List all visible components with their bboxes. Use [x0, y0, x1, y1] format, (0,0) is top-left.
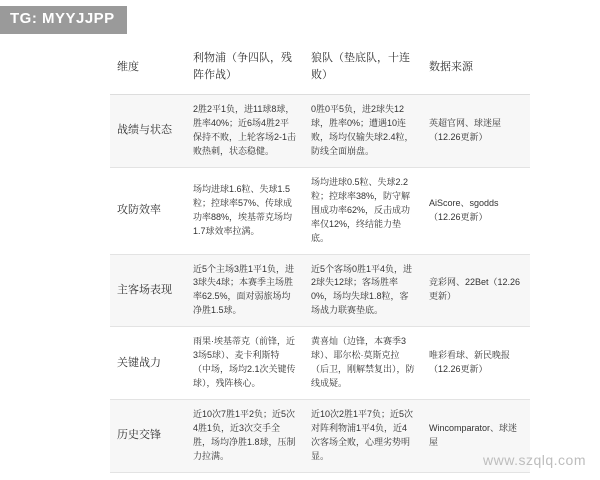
row-dimension: 历史交锋: [110, 400, 186, 473]
table-row: [110, 327, 530, 400]
row-home-value: 近5个主场3胜1平1负，进3球失4球；本赛季主场胜率62.5%，面对弱旅场均净胜1.5球。: [186, 254, 304, 327]
table-row: [110, 254, 530, 327]
telegram-badge: [0, 6, 127, 34]
stats-table: [110, 40, 530, 473]
column-header-dimension: 维度: [110, 40, 186, 95]
column-header-source: 数据来源: [422, 40, 530, 95]
row-dimension: 战绩与状态: [110, 95, 186, 168]
row-dimension: 关键战力: [110, 327, 186, 400]
row-source-value: AiScore、sgodds（12.26更新）: [422, 167, 530, 254]
table-header: [110, 40, 530, 95]
row-away-value: 黄喜灿（边锋，本赛季3球）、耶尔松·莫斯克拉（后卫，刚解禁复出），防线成疑。: [304, 327, 422, 400]
table-header-row: [110, 40, 530, 95]
row-home-value: 雨果·埃基蒂克（前锋，近3场5球）、麦卡利斯特（中场，场均2.1次关键传球），残阵核心。: [186, 327, 304, 400]
row-source-value: 唯彩看球、新民晚报（12.26更新）: [422, 327, 530, 400]
column-header-home-team: 利物浦（争四队，残阵作战）: [186, 40, 304, 95]
table-row: [110, 167, 530, 254]
table-row: [110, 400, 530, 473]
row-dimension: 主客场表现: [110, 254, 186, 327]
table-row: [110, 95, 530, 168]
watermark: www.szqlq.com: [483, 452, 586, 468]
row-away-value: 0胜0平5负，进2球失12球，胜率0%；遭遇10连败，场均仅输失球2.4粒，防线全面崩盘。: [304, 95, 422, 168]
row-source-value: 竞彩网、22Bet（12.26更新）: [422, 254, 530, 327]
row-home-value: 2胜2平1负，进11球8球，胜率40%；近6场4胜2平保持不败，上轮客场2-1击败热刺，状态稳健。: [186, 95, 304, 168]
telegram-badge-label: TG: MYYJJPP: [10, 10, 115, 27]
row-dimension: 攻防效率: [110, 167, 186, 254]
table-body: [110, 95, 530, 473]
row-away-value: 场均进球0.5粒、失球2.2粒；控球率38%，防守解围成功率62%，反击成功率仅12%，终结能力垫底。: [304, 167, 422, 254]
row-source-value: 英超官网、球迷屋（12.26更新）: [422, 95, 530, 168]
column-header-away-team: 狼队（垫底队，十连败）: [304, 40, 422, 95]
row-away-value: 近5个客场0胜1平4负，进2球失12球；客场胜率0%，场均失球1.8粒，客场战力联赛垫底。: [304, 254, 422, 327]
row-home-value: 场均进球1.6粒、失球1.5粒；控球率57%、传球成功率88%，埃基蒂克场均1.7球效率拉满。: [186, 167, 304, 254]
row-away-value: 近10次2胜1平7负；近5次对阵利物浦1平4负，近4次客场全败，心理劣势明显。: [304, 400, 422, 473]
stats-table-container: [110, 40, 530, 473]
row-source-value: Wincomparator、球迷屋: [422, 400, 530, 473]
row-home-value: 近10次7胜1平2负；近5次4胜1负，近3次交手全胜，场均净胜1.8球，压制力拉满。: [186, 400, 304, 473]
